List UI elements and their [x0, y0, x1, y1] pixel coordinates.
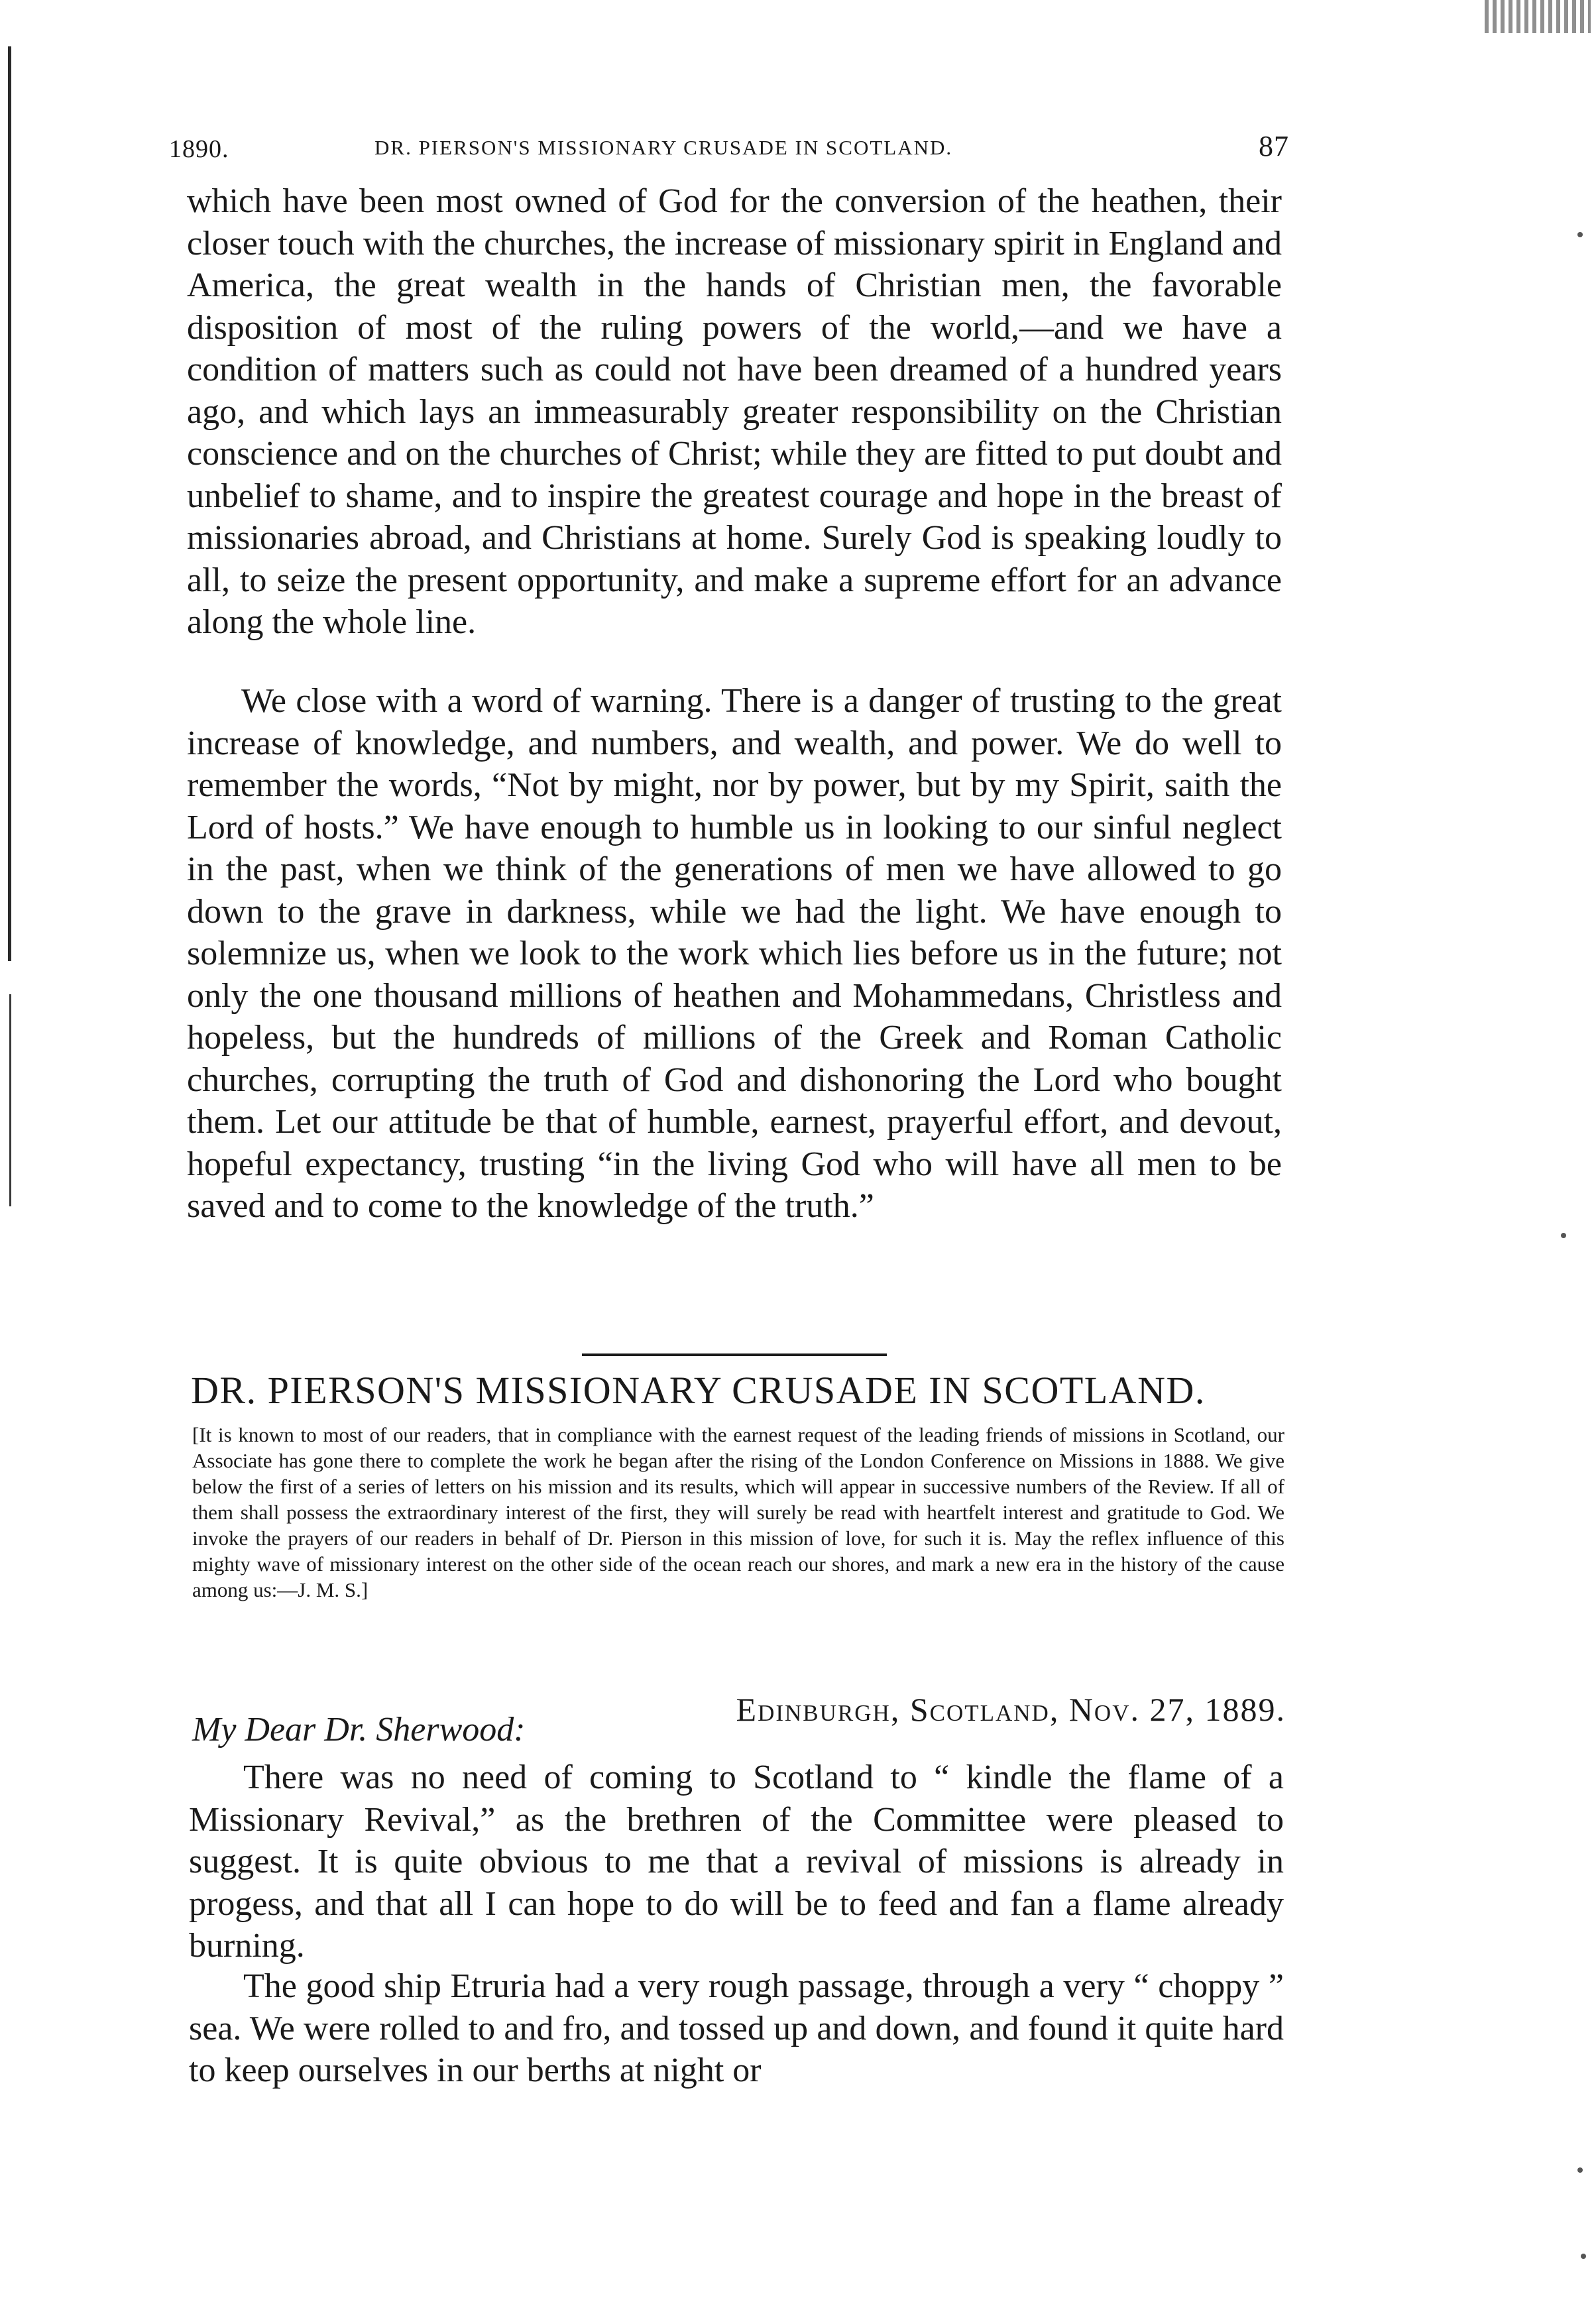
scan-speck — [1577, 2167, 1583, 2173]
page-number: 87 — [1259, 130, 1289, 162]
letter-paragraph-1: There was no need of coming to Scotland to “ kindle the flame of a Missionary Revival,” as the brethren of the Committee were pleased to suggest. It is quite obvious to me that a revival of missions is already in progess, and that all I can hope to do will be to feed and fan a flame already burning. — [189, 1758, 1284, 1965]
letter-paragraph-2: The good ship Etruria had a very rough passage, through a very “ choppy ” sea. We were rolled to and fro, and tossed up and down, and found it quite hard to keep ourselves in our berths at night or — [189, 1967, 1284, 2089]
scan-corner-mark — [1485, 0, 1591, 33]
section-divider — [582, 1353, 887, 1356]
letter-dateline: Edinburgh, Scotland, Nov. 27, 1889. — [736, 1691, 1286, 1728]
section-title: DR. PIERSON'S MISSIONARY CRUSADE IN SCOTLAND. — [191, 1369, 1206, 1412]
running-head — [169, 129, 1289, 169]
letter-salutation: My Dear Dr. Sherwood: — [192, 1711, 526, 1749]
header-title: DR. PIERSON'S MISSIONARY CRUSADE IN SCOTLAND. — [374, 136, 953, 159]
article-paragraph-1: which have been most owned of God for the conversion of the heathen, their closer touch with the churches, the increase of missionary spirit in England and America, the great wealth in the hands of Christian men, the favorable disposition of most of the ruling powers of the world,—and we have a condition of matters such as could not have been dreamed of a hundred years ago, and which lays an immeasurably greater responsibility on the Christian conscience and on the churches of Christ; while they are fitted to put doubt and unbelief to shame, and to inspire the greatest courage and hope in the breast of missionaries abroad, and Christians at home. Surely God is speaking loudly to all, to seize the present opportunity, and make a supreme effort for an advance along the whole line. — [187, 182, 1282, 641]
scan-speck — [1577, 232, 1583, 237]
header-year: 1890. — [169, 135, 229, 163]
letter-heading — [192, 1690, 1286, 1750]
scan-speck — [1581, 2254, 1586, 2259]
editor-note: [It is known to most of our readers, that in compliance with the earnest request of the leading friends of missions in Scotland, our Associate has gone there to complete the work he began after the rising of the London Conference on Missions in 1888. We give below the first of a series of letters on his mission and its results, which will appear in successive numbers of the Review. If all of them shall possess the extraordinary interest of the first, they will surely be read with heartfelt interest and gratitude to God. We invoke the prayers of our readers in behalf of Dr. Pierson in this mission of love, for such it is. May the reflex influence of this mighty wave of missionary interest on the other side of the ocean reach our shores, and mark a new era in the history of the cause among us:—J. M. S.] — [192, 1423, 1284, 1601]
scan-edge-line — [8, 46, 11, 961]
article-paragraph-2: We close with a word of warning. There is a danger of trusting to the great increase of knowledge, and numbers, and wealth, and power. We do well to remember the words, “Not by might, nor by power, but by my Spirit, saith the Lord of hosts.” We have enough to humble us in looking to our sinful neglect in the past, when we think of the generations of men we have allowed to go down to the grave in darkness, while we had the light. We have enough to solemnize us, when we look to the work which lies before us in the future; not only the one thousand millions of heathen and Mohammedans, Christless and hopeless, but the hundreds of millions of the Greek and Roman Catholic churches, corrupting the truth of God and dishonoring the Lord who bought them. Let our attitude be that of humble, earnest, prayerful effort, and devout, hopeful expectancy, trusting “in the living God who will have all men to be saved and to come to the knowledge of the truth.” — [187, 682, 1282, 1225]
scan-edge-line-lower — [9, 994, 11, 1206]
scan-speck — [1561, 1233, 1566, 1238]
